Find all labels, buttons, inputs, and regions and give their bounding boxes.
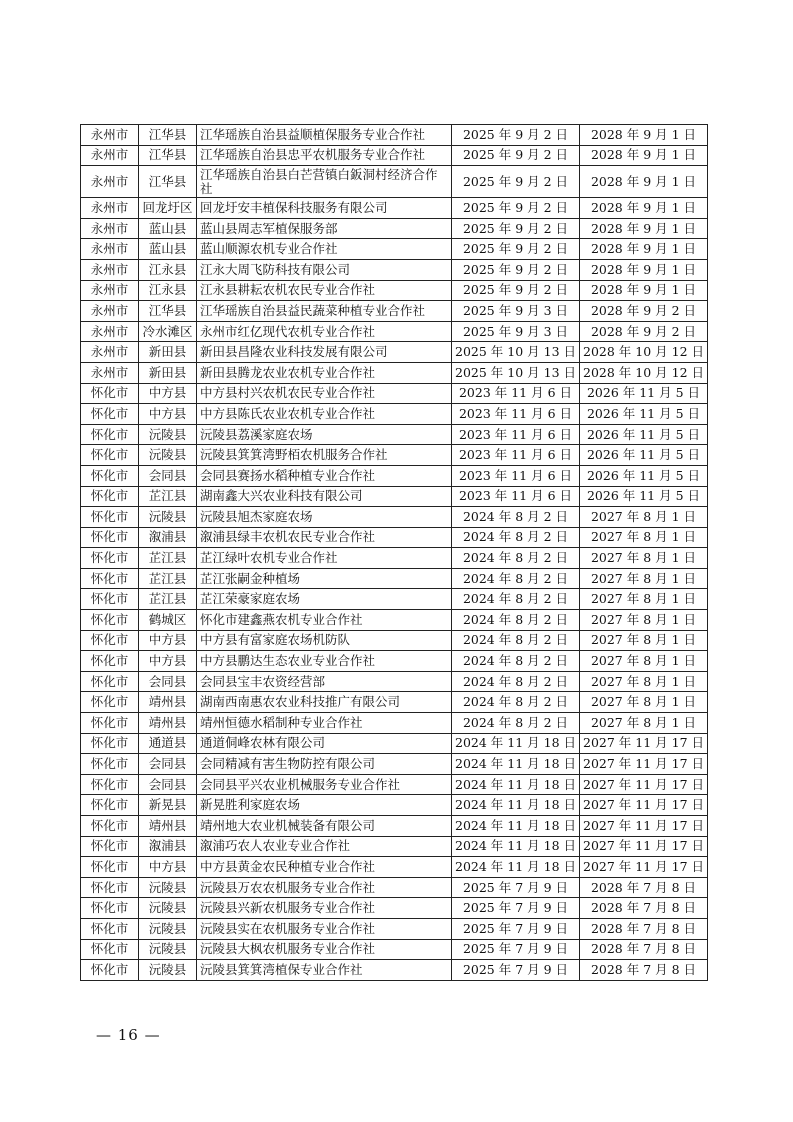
city-cell: 永州市 — [81, 239, 139, 260]
end-date-cell: 2027 年 8 月 1 日 — [580, 589, 708, 610]
county-cell: 会同县 — [139, 671, 197, 692]
start-date-cell: 2025 年 10 月 13 日 — [452, 342, 580, 363]
end-date-cell: 2027 年 11 月 17 日 — [580, 754, 708, 775]
end-date-cell: 2026 年 11 月 5 日 — [580, 445, 708, 466]
county-cell: 江永县 — [139, 259, 197, 280]
start-date-cell: 2023 年 11 月 6 日 — [452, 465, 580, 486]
organization-cell: 中方县有富家庭农场机防队 — [197, 630, 452, 651]
registry-table-body — [81, 125, 708, 981]
organization-cell: 沅陵县旭杰家庭农场 — [197, 507, 452, 528]
organization-cell: 新田县腾龙农业农机专业合作社 — [197, 362, 452, 383]
city-cell: 怀化市 — [81, 383, 139, 404]
table-row — [81, 527, 708, 548]
county-cell: 沅陵县 — [139, 960, 197, 981]
start-date-cell: 2024 年 8 月 2 日 — [452, 671, 580, 692]
county-cell: 中方县 — [139, 630, 197, 651]
county-cell: 沅陵县 — [139, 507, 197, 528]
organization-cell: 江永县耕耘农机农民专业合作社 — [197, 280, 452, 301]
county-cell: 鹤城区 — [139, 610, 197, 631]
organization-cell: 芷江绿叶农机专业合作社 — [197, 548, 452, 569]
city-cell: 怀化市 — [81, 404, 139, 425]
city-cell: 怀化市 — [81, 651, 139, 672]
county-cell: 靖州县 — [139, 692, 197, 713]
end-date-cell: 2027 年 8 月 1 日 — [580, 548, 708, 569]
start-date-cell: 2024 年 8 月 2 日 — [452, 589, 580, 610]
city-cell: 永州市 — [81, 362, 139, 383]
city-cell: 怀化市 — [81, 795, 139, 816]
end-date-cell: 2026 年 11 月 5 日 — [580, 486, 708, 507]
start-date-cell: 2025 年 9 月 2 日 — [452, 218, 580, 239]
county-cell: 中方县 — [139, 404, 197, 425]
table-row — [81, 486, 708, 507]
table-row — [81, 465, 708, 486]
organization-cell: 通道侗峰农林有限公司 — [197, 733, 452, 754]
table-row — [81, 692, 708, 713]
city-cell: 永州市 — [81, 125, 139, 146]
county-cell: 蓝山县 — [139, 218, 197, 239]
city-cell: 永州市 — [81, 301, 139, 322]
county-cell: 会同县 — [139, 754, 197, 775]
start-date-cell: 2025 年 10 月 13 日 — [452, 362, 580, 383]
organization-cell: 沅陵县大枫农机服务专业合作社 — [197, 939, 452, 960]
organization-cell: 沅陵县兴新农机服务专业合作社 — [197, 898, 452, 919]
city-cell: 怀化市 — [81, 733, 139, 754]
city-cell: 怀化市 — [81, 713, 139, 734]
table-row — [81, 166, 708, 198]
table-row — [81, 918, 708, 939]
city-cell: 怀化市 — [81, 836, 139, 857]
start-date-cell: 2025 年 9 月 2 日 — [452, 280, 580, 301]
table-row — [81, 754, 708, 775]
end-date-cell: 2027 年 8 月 1 日 — [580, 651, 708, 672]
end-date-cell: 2028 年 7 月 8 日 — [580, 960, 708, 981]
table-row — [81, 877, 708, 898]
organization-cell: 会同县平兴农业机械服务专业合作社 — [197, 774, 452, 795]
city-cell: 怀化市 — [81, 877, 139, 898]
organization-cell: 江华瑶族自治县忠平农机服务专业合作社 — [197, 145, 452, 166]
table-row — [81, 424, 708, 445]
end-date-cell: 2027 年 8 月 1 日 — [580, 671, 708, 692]
organization-cell: 蓝山顺源农机专业合作社 — [197, 239, 452, 260]
table-row — [81, 280, 708, 301]
table-row — [81, 857, 708, 878]
county-cell: 沅陵县 — [139, 898, 197, 919]
city-cell: 怀化市 — [81, 671, 139, 692]
start-date-cell: 2024 年 11 月 18 日 — [452, 857, 580, 878]
end-date-cell: 2027 年 11 月 17 日 — [580, 816, 708, 837]
start-date-cell: 2023 年 11 月 6 日 — [452, 486, 580, 507]
start-date-cell: 2024 年 8 月 2 日 — [452, 651, 580, 672]
table-row — [81, 198, 708, 219]
organization-cell: 中方县黄金农民种植专业合作社 — [197, 857, 452, 878]
table-row — [81, 795, 708, 816]
end-date-cell: 2028 年 9 月 1 日 — [580, 280, 708, 301]
end-date-cell: 2028 年 7 月 8 日 — [580, 877, 708, 898]
organization-cell: 沅陵县实在农机服务专业合作社 — [197, 918, 452, 939]
table-row — [81, 342, 708, 363]
start-date-cell: 2025 年 9 月 2 日 — [452, 166, 580, 198]
end-date-cell: 2027 年 8 月 1 日 — [580, 610, 708, 631]
organization-cell: 永州市红亿现代农机专业合作社 — [197, 321, 452, 342]
start-date-cell: 2025 年 9 月 2 日 — [452, 259, 580, 280]
end-date-cell: 2028 年 9 月 1 日 — [580, 239, 708, 260]
end-date-cell: 2027 年 11 月 17 日 — [580, 774, 708, 795]
organization-cell: 江永大周飞防科技有限公司 — [197, 259, 452, 280]
county-cell: 沅陵县 — [139, 445, 197, 466]
end-date-cell: 2028 年 9 月 1 日 — [580, 259, 708, 280]
start-date-cell: 2024 年 8 月 2 日 — [452, 507, 580, 528]
start-date-cell: 2024 年 11 月 18 日 — [452, 816, 580, 837]
table-row — [81, 960, 708, 981]
end-date-cell: 2028 年 9 月 2 日 — [580, 321, 708, 342]
county-cell: 通道县 — [139, 733, 197, 754]
organization-cell: 靖州恒德水稻制种专业合作社 — [197, 713, 452, 734]
end-date-cell: 2028 年 9 月 2 日 — [580, 301, 708, 322]
table-row — [81, 259, 708, 280]
end-date-cell: 2026 年 11 月 5 日 — [580, 465, 708, 486]
end-date-cell: 2027 年 11 月 17 日 — [580, 857, 708, 878]
table-row — [81, 548, 708, 569]
organization-cell: 新晃胜利家庭农场 — [197, 795, 452, 816]
end-date-cell: 2026 年 11 月 5 日 — [580, 404, 708, 425]
start-date-cell: 2025 年 9 月 2 日 — [452, 125, 580, 146]
start-date-cell: 2025 年 9 月 2 日 — [452, 145, 580, 166]
organization-cell: 江华瑶族自治县白芒营镇白鈑洞村经济合作社 — [197, 166, 452, 198]
organization-cell: 芷江张嗣金种植场 — [197, 568, 452, 589]
city-cell: 永州市 — [81, 198, 139, 219]
city-cell: 怀化市 — [81, 568, 139, 589]
end-date-cell: 2027 年 8 月 1 日 — [580, 568, 708, 589]
county-cell: 靖州县 — [139, 816, 197, 837]
table-row — [81, 218, 708, 239]
city-cell: 怀化市 — [81, 774, 139, 795]
end-date-cell: 2028 年 7 月 8 日 — [580, 939, 708, 960]
end-date-cell: 2027 年 11 月 17 日 — [580, 733, 708, 754]
organization-cell: 溆浦巧农人农业专业合作社 — [197, 836, 452, 857]
county-cell: 江华县 — [139, 145, 197, 166]
table-row — [81, 816, 708, 837]
organization-cell: 湖南西南惠农农业科技推广有限公司 — [197, 692, 452, 713]
county-cell: 新田县 — [139, 362, 197, 383]
county-cell: 沅陵县 — [139, 877, 197, 898]
table-row — [81, 301, 708, 322]
city-cell: 永州市 — [81, 259, 139, 280]
table-row — [81, 321, 708, 342]
start-date-cell: 2025 年 7 月 9 日 — [452, 898, 580, 919]
start-date-cell: 2025 年 7 月 9 日 — [452, 960, 580, 981]
city-cell: 怀化市 — [81, 960, 139, 981]
table-row — [81, 383, 708, 404]
county-cell: 江华县 — [139, 125, 197, 146]
table-row — [81, 774, 708, 795]
organization-cell: 会同精减有害生物防控有限公司 — [197, 754, 452, 775]
start-date-cell: 2025 年 9 月 3 日 — [452, 321, 580, 342]
organization-cell: 江华瑶族自治县益顺植保服务专业合作社 — [197, 125, 452, 146]
organization-cell: 沅陵县箕箕湾野栢农机服务合作社 — [197, 445, 452, 466]
city-cell: 怀化市 — [81, 692, 139, 713]
start-date-cell: 2024 年 11 月 18 日 — [452, 795, 580, 816]
table-row — [81, 507, 708, 528]
city-cell: 怀化市 — [81, 589, 139, 610]
county-cell: 江永县 — [139, 280, 197, 301]
city-cell: 怀化市 — [81, 898, 139, 919]
end-date-cell: 2026 年 11 月 5 日 — [580, 424, 708, 445]
city-cell: 怀化市 — [81, 465, 139, 486]
organization-cell: 新田县昌隆农业科技发展有限公司 — [197, 342, 452, 363]
start-date-cell: 2023 年 11 月 6 日 — [452, 383, 580, 404]
start-date-cell: 2024 年 11 月 18 日 — [452, 836, 580, 857]
county-cell: 江华县 — [139, 166, 197, 198]
end-date-cell: 2028 年 9 月 1 日 — [580, 198, 708, 219]
start-date-cell: 2025 年 7 月 9 日 — [452, 939, 580, 960]
start-date-cell: 2023 年 11 月 6 日 — [452, 424, 580, 445]
end-date-cell: 2027 年 8 月 1 日 — [580, 713, 708, 734]
county-cell: 中方县 — [139, 383, 197, 404]
end-date-cell: 2028 年 9 月 1 日 — [580, 166, 708, 198]
county-cell: 沅陵县 — [139, 424, 197, 445]
organization-cell: 中方县鹏达生态农业专业合作社 — [197, 651, 452, 672]
table-row — [81, 239, 708, 260]
county-cell: 冷水滩区 — [139, 321, 197, 342]
table-row — [81, 445, 708, 466]
city-cell: 怀化市 — [81, 754, 139, 775]
organization-cell: 中方县村兴农机农民专业合作社 — [197, 383, 452, 404]
county-cell: 新晃县 — [139, 795, 197, 816]
organization-cell: 回龙圩安丰植保科技服务有限公司 — [197, 198, 452, 219]
start-date-cell: 2023 年 11 月 6 日 — [452, 404, 580, 425]
city-cell: 永州市 — [81, 218, 139, 239]
organization-cell: 沅陵县荔溪家庭农场 — [197, 424, 452, 445]
end-date-cell: 2027 年 8 月 1 日 — [580, 630, 708, 651]
table-row — [81, 404, 708, 425]
end-date-cell: 2028 年 9 月 1 日 — [580, 125, 708, 146]
city-cell: 永州市 — [81, 166, 139, 198]
county-cell: 会同县 — [139, 465, 197, 486]
organization-cell: 溆浦县绿丰农机农民专业合作社 — [197, 527, 452, 548]
organization-cell: 会同县赛扬水稻种植专业合作社 — [197, 465, 452, 486]
end-date-cell: 2027 年 11 月 17 日 — [580, 795, 708, 816]
end-date-cell: 2028 年 10 月 12 日 — [580, 362, 708, 383]
organization-cell: 蓝山县周志军植保服务部 — [197, 218, 452, 239]
city-cell: 怀化市 — [81, 424, 139, 445]
table-row — [81, 610, 708, 631]
table-row — [81, 651, 708, 672]
county-cell: 蓝山县 — [139, 239, 197, 260]
county-cell: 中方县 — [139, 857, 197, 878]
end-date-cell: 2027 年 11 月 17 日 — [580, 836, 708, 857]
end-date-cell: 2027 年 8 月 1 日 — [580, 507, 708, 528]
city-cell: 怀化市 — [81, 918, 139, 939]
city-cell: 怀化市 — [81, 939, 139, 960]
end-date-cell: 2026 年 11 月 5 日 — [580, 383, 708, 404]
organization-cell: 沅陵县箕箕湾植保专业合作社 — [197, 960, 452, 981]
organization-cell: 中方县陈氏农业农机专业合作社 — [197, 404, 452, 425]
county-cell: 中方县 — [139, 651, 197, 672]
city-cell: 永州市 — [81, 342, 139, 363]
start-date-cell: 2024 年 8 月 2 日 — [452, 692, 580, 713]
start-date-cell: 2024 年 11 月 18 日 — [452, 774, 580, 795]
end-date-cell: 2027 年 8 月 1 日 — [580, 692, 708, 713]
city-cell: 怀化市 — [81, 857, 139, 878]
end-date-cell: 2028 年 9 月 1 日 — [580, 145, 708, 166]
start-date-cell: 2024 年 8 月 2 日 — [452, 548, 580, 569]
county-cell: 回龙圩区 — [139, 198, 197, 219]
city-cell: 怀化市 — [81, 507, 139, 528]
start-date-cell: 2025 年 9 月 2 日 — [452, 198, 580, 219]
county-cell: 新田县 — [139, 342, 197, 363]
organization-cell: 会同县宝丰农资经营部 — [197, 671, 452, 692]
table-row — [81, 671, 708, 692]
end-date-cell: 2028 年 7 月 8 日 — [580, 918, 708, 939]
end-date-cell: 2028 年 7 月 8 日 — [580, 898, 708, 919]
organization-cell: 靖州地大农业机械装备有限公司 — [197, 816, 452, 837]
organization-cell: 湖南鑫大兴农业科技有限公司 — [197, 486, 452, 507]
start-date-cell: 2025 年 9 月 2 日 — [452, 239, 580, 260]
start-date-cell: 2024 年 8 月 2 日 — [452, 610, 580, 631]
table-row — [81, 568, 708, 589]
table-row — [81, 362, 708, 383]
county-cell: 江华县 — [139, 301, 197, 322]
start-date-cell: 2024 年 8 月 2 日 — [452, 713, 580, 734]
table-row — [81, 939, 708, 960]
page-number: — 16 — — [96, 1026, 161, 1044]
city-cell: 怀化市 — [81, 630, 139, 651]
city-cell: 怀化市 — [81, 548, 139, 569]
end-date-cell: 2027 年 8 月 1 日 — [580, 527, 708, 548]
county-cell: 溆浦县 — [139, 527, 197, 548]
city-cell: 怀化市 — [81, 816, 139, 837]
organization-cell: 江华瑶族自治县益民蔬菜种植专业合作社 — [197, 301, 452, 322]
county-cell: 沅陵县 — [139, 939, 197, 960]
table-row — [81, 630, 708, 651]
organization-cell: 芷江荣豪家庭农场 — [197, 589, 452, 610]
city-cell: 永州市 — [81, 321, 139, 342]
county-cell: 芷江县 — [139, 486, 197, 507]
table-row — [81, 898, 708, 919]
registry-table — [80, 124, 708, 981]
start-date-cell: 2024 年 8 月 2 日 — [452, 568, 580, 589]
start-date-cell: 2024 年 8 月 2 日 — [452, 630, 580, 651]
city-cell: 永州市 — [81, 280, 139, 301]
city-cell: 怀化市 — [81, 445, 139, 466]
city-cell: 永州市 — [81, 145, 139, 166]
end-date-cell: 2028 年 9 月 1 日 — [580, 218, 708, 239]
county-cell: 芷江县 — [139, 568, 197, 589]
city-cell: 怀化市 — [81, 486, 139, 507]
table-row — [81, 713, 708, 734]
organization-cell: 沅陵县万农农机服务专业合作社 — [197, 877, 452, 898]
start-date-cell: 2024 年 11 月 18 日 — [452, 754, 580, 775]
start-date-cell: 2025 年 7 月 9 日 — [452, 877, 580, 898]
county-cell: 沅陵县 — [139, 918, 197, 939]
table-row — [81, 733, 708, 754]
county-cell: 靖州县 — [139, 713, 197, 734]
organization-cell: 怀化市建鑫燕农机专业合作社 — [197, 610, 452, 631]
table-row — [81, 589, 708, 610]
county-cell: 芷江县 — [139, 548, 197, 569]
start-date-cell: 2025 年 7 月 9 日 — [452, 918, 580, 939]
start-date-cell: 2023 年 11 月 6 日 — [452, 445, 580, 466]
city-cell: 怀化市 — [81, 610, 139, 631]
start-date-cell: 2025 年 9 月 3 日 — [452, 301, 580, 322]
start-date-cell: 2024 年 8 月 2 日 — [452, 527, 580, 548]
start-date-cell: 2024 年 11 月 18 日 — [452, 733, 580, 754]
county-cell: 芷江县 — [139, 589, 197, 610]
county-cell: 会同县 — [139, 774, 197, 795]
table-row — [81, 145, 708, 166]
table-row — [81, 836, 708, 857]
county-cell: 溆浦县 — [139, 836, 197, 857]
table-row — [81, 125, 708, 146]
end-date-cell: 2028 年 10 月 12 日 — [580, 342, 708, 363]
city-cell: 怀化市 — [81, 527, 139, 548]
